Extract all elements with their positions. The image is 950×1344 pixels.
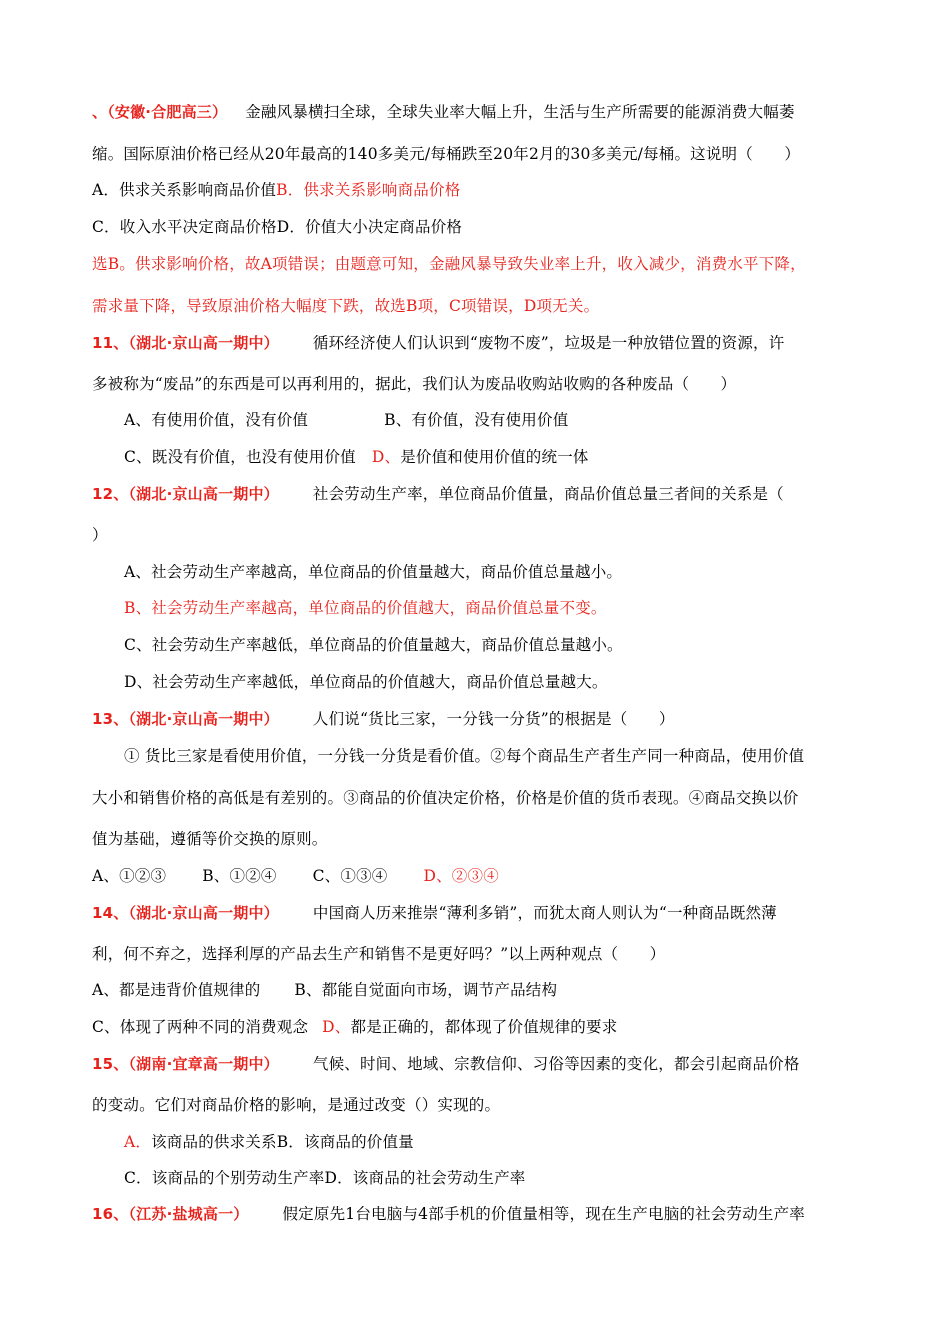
q10-answer-1: 选B。供求影响价格，故A项错误；由题意可知，金融风暴导致失业率上升，收入减少，消费水平下降， — [92, 255, 806, 273]
q13-header: 13、（湖北·京山高一期中） — [92, 710, 279, 728]
q14-line-2: 利，何不弃之，选择利厚的产品去生产和销售不是更好吗？”以上两种观点（ ） — [92, 945, 666, 963]
q12-option-d: D、社会劳动生产率越低，单位商品的价值越大，商品价值总量越大。 — [124, 673, 608, 691]
q15-option-a-prefix: A． — [124, 1133, 152, 1151]
q10-option-a: A．供求关系影响商品价值 — [92, 181, 277, 199]
q10-line-1 — [92, 102, 795, 122]
q14-option-a: A、都是违背价值规律的 — [92, 981, 261, 999]
q15-header: 15、（湖南·宜章高一期中） — [92, 1055, 279, 1073]
q10-option-d: D．价值大小决定商品价格 — [276, 218, 463, 236]
q11-option-d: 是价值和使用价值的统一体 — [400, 448, 589, 466]
q11-line-2: 多被称为“废品”的东西是可以再利用的，据此，我们认为废品收购站收购的各种废品（ ） — [92, 375, 737, 393]
q15-option-c: C．该商品的个别劳动生产率 — [124, 1169, 325, 1187]
q15-option-a: 该商品的供求关系 — [151, 1133, 277, 1151]
q13-option-c: C、①③④ — [312, 867, 388, 885]
q13-body-1: ① 货比三家是看使用价值，一分钱一分货是看价值。②每个商品生产者生产同一种商品，使用价值 — [124, 747, 805, 765]
q10-line-2: 缩。国际原油价格已经从20年最高的140多美元/每桶跌至20年2月的30多美元/每桶。这说明（ ） — [92, 145, 801, 163]
q11-option-b: B、有价值，没有使用价值 — [384, 411, 569, 429]
q10-options-ab — [92, 180, 460, 200]
q14-stem: 中国商人历来推崇“薄利多销”，而犹太商人则认为“一种商品既然薄 — [312, 904, 777, 922]
q15-option-d: D．该商品的社会劳动生产率 — [324, 1169, 526, 1187]
q14-line-1 — [92, 903, 777, 923]
q14-options-ab — [92, 980, 557, 1000]
q15-option-b: B．该商品的价值量 — [276, 1133, 414, 1151]
q10-header: 、（安徽·合肥高三） — [92, 103, 228, 121]
q11-options-ab — [124, 410, 568, 430]
q16-stem: 假定原先1台电脑与4部手机的价值量相等，现在生产电脑的社会劳动生产率 — [282, 1205, 806, 1223]
q10-option-c: C．收入水平决定商品价格 — [92, 218, 277, 236]
q14-header: 14、（湖北·京山高一期中） — [92, 904, 279, 922]
q13-stem: 人们说“货比三家，一分钱一分货”的根据是（ ） — [312, 710, 675, 728]
q13-line-1 — [92, 709, 675, 729]
q15-line-1 — [92, 1054, 800, 1074]
q11-stem: 循环经济使人们认识到“废物不废”，垃圾是一种放错位置的资源，许 — [312, 334, 785, 352]
q13-options — [92, 866, 499, 886]
q13-option-b: B、①②④ — [202, 867, 277, 885]
q12-option-a: A、社会劳动生产率越高，单位商品的价值量越大，商品价值总量越小。 — [124, 563, 623, 581]
q13-body-2: 大小和销售价格的高低是有差别的。③商品的价值决定价格，价格是价值的货币表现。④商品交换以价 — [92, 789, 799, 807]
q12-stem: 社会劳动生产率，单位商品价值量，商品价值总量三者间的关系是（ — [312, 485, 784, 503]
q12-option-b — [124, 598, 607, 618]
q16-line-1 — [92, 1204, 805, 1224]
q12-option-b-text: B、社会劳动生产率越高，单位商品的价值越大，商品价值总量不变。 — [124, 599, 607, 617]
q12-header: 12、（湖北·京山高一期中） — [92, 485, 279, 503]
q11-header: 11、（湖北·京山高一期中） — [92, 334, 279, 352]
q11-option-a: A、有使用价值，没有价值 — [124, 411, 309, 429]
q14-options-cd — [92, 1017, 617, 1037]
q10-answer-2: 需求量下降，导致原油价格大幅度下跌，故选B项，C项错误，D项无关。 — [92, 297, 600, 315]
q14-option-d: 都是正确的，都体现了价值规律的要求 — [350, 1018, 618, 1036]
q14-option-c: C、体现了两种不同的消费观念 — [92, 1018, 309, 1036]
q15-options-ab — [124, 1132, 414, 1152]
q10-stem: 金融风暴横扫全球，全球失业率大幅上升，生活与生产所需要的能源消费大幅萎 — [245, 103, 795, 121]
q12-line-2: ） — [92, 526, 108, 544]
q10-options-cd — [92, 217, 462, 237]
q16-header: 16、（江苏·盐城高一） — [92, 1205, 249, 1223]
q15-stem: 气候、时间、地域、宗教信仰、习俗等因素的变化，都会引起商品价格 — [312, 1055, 800, 1073]
q12-option-c: C、社会劳动生产率越低，单位商品的价值量越大，商品价值总量越小。 — [124, 636, 623, 654]
q13-option-d: D、②③④ — [423, 867, 499, 885]
q13-body-3: 值为基础，遵循等价交换的原则。 — [92, 830, 328, 848]
q14-option-d-prefix: D、 — [322, 1018, 351, 1036]
q15-options-cd — [124, 1168, 526, 1188]
q15-line-2: 的变动。它们对商品价格的影响，是通过改变（）实现的。 — [92, 1096, 501, 1114]
q11-option-c: C、既没有价值，也没有使用价值 — [124, 448, 356, 466]
q11-line-1 — [92, 333, 784, 353]
q11-options-cd — [124, 447, 589, 467]
q12-line-1 — [92, 484, 784, 504]
q14-option-b: B、都能自觉面向市场，调节产品结构 — [294, 981, 558, 999]
q13-option-a: A、①②③ — [92, 867, 167, 885]
q10-option-b: B．供求关系影响商品价格 — [276, 181, 461, 199]
q11-option-d-prefix: D、 — [371, 448, 401, 466]
